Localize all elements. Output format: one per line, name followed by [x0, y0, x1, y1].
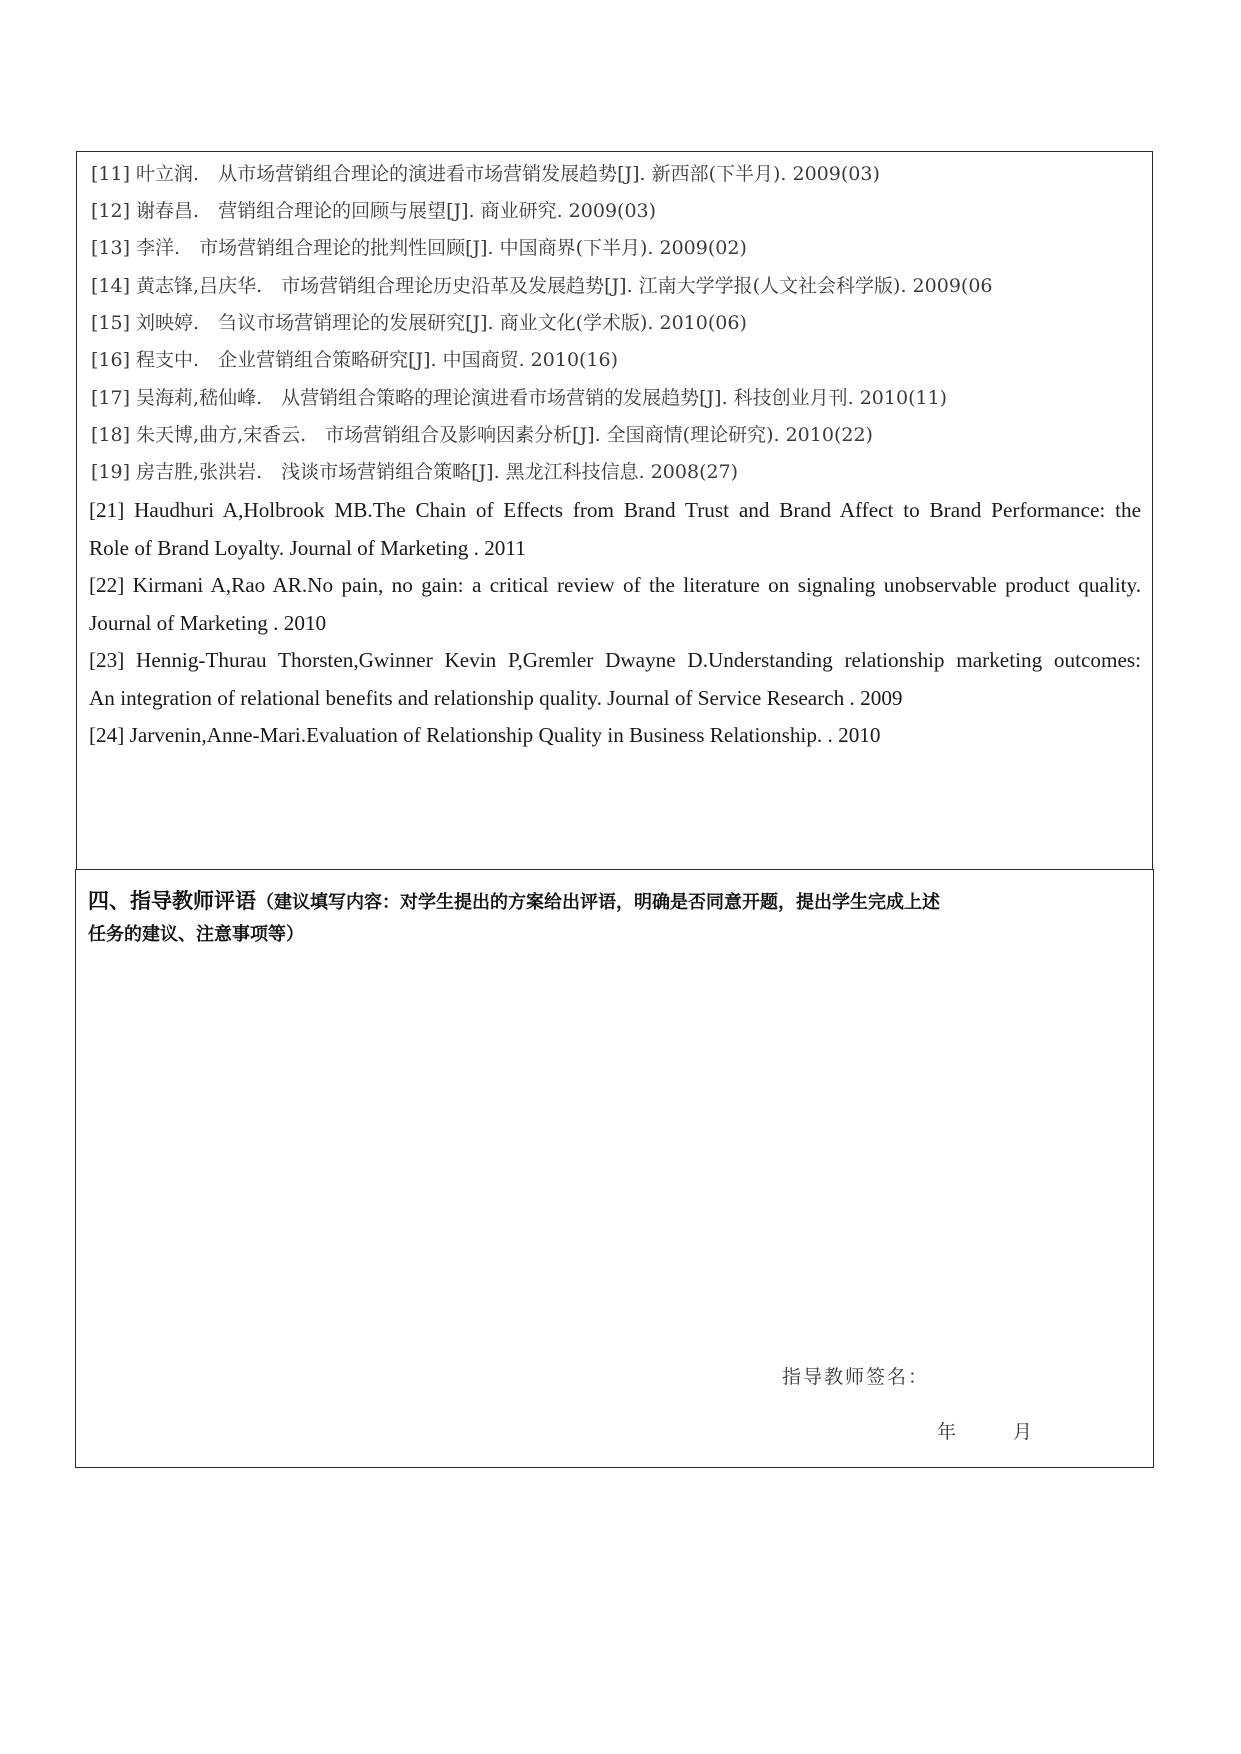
- evaluation-heading: 四、指导教师评语: [88, 889, 256, 913]
- reference-22-line1: [22] Kirmani A,Rao AR.No pain, no gain: a critical review of the literature on signaling unobservable product quality.: [89, 573, 1141, 597]
- reference-22: [89, 566, 1141, 642]
- month-label: 月: [1013, 1421, 1033, 1443]
- signature-label: 指导教师签名：: [782, 1366, 930, 1388]
- evaluation-note-line1: （建议填写内容：对学生提出的方案给出评语，明确是否同意开题，提出学生完成上述: [256, 892, 940, 913]
- reference-21-line1: [21] Haudhuri A,Holbrook MB.The Chain of Effects from Brand Trust and Brand Affect to Brand Performance: the: [89, 498, 1141, 522]
- reference-23-line1: [23] Hennig-Thurau Thorsten,Gwinner Kevin P,Gremler Dwayne D.Understanding relationship marketing outcomes:: [89, 648, 1141, 672]
- reference-24: [89, 716, 1141, 754]
- reference-21-line2: Role of Brand Loyalty. Journal of Marketing . 2011: [89, 536, 526, 560]
- reference-17: [17] 吴海莉,嵇仙峰. 从营销组合策略的理论演进看市场营销的发展趋势[J]. 科技创业月刊. 2010(11): [91, 387, 948, 409]
- reference-12: [12] 谢春昌. 营销组合理论的回顾与展望[J]. 商业研究. 2009(03): [91, 200, 657, 222]
- reference-15: [15] 刘映婷. 刍议市场营销理论的发展研究[J]. 商业文化(学术版). 2010(06): [91, 312, 747, 334]
- reference-13: [13] 李洋. 市场营销组合理论的批判性回顾[J]. 中国商界(下半月). 2009(02): [91, 237, 747, 259]
- reference-24-line1: [24] Jarvenin,Anne-Mari.Evaluation of Relationship Quality in Business Relationship. . 2010: [89, 723, 881, 747]
- year-label: 年: [937, 1421, 957, 1443]
- reference-18: [18] 朱天博,曲方,宋香云. 市场营销组合及影响因素分析[J]. 全国商情(理论研究). 2010(22): [91, 424, 873, 446]
- references-box: [76, 151, 1153, 869]
- reference-19: [19] 房吉胜,张洪岩. 浅谈市场营销组合策略[J]. 黑龙江科技信息. 2008(27): [91, 461, 739, 483]
- evaluation-note-line2: 任务的建议、注意事项等）: [88, 924, 304, 945]
- reference-23-line2: An integration of relational benefits and relationship quality. Journal of Service Research . 2009: [89, 686, 903, 710]
- reference-21: [89, 491, 1141, 567]
- evaluation-title: [88, 884, 1138, 952]
- advisor-evaluation-box: [75, 869, 1154, 1468]
- reference-16: [16] 程支中. 企业营销组合策略研究[J]. 中国商贸. 2010(16): [91, 349, 619, 371]
- reference-14: [14] 黄志锋,吕庆华. 市场营销组合理论历史沿革及发展趋势[J]. 江南大学学报(人文社会科学版). 2009(06: [91, 275, 993, 297]
- reference-23: [89, 641, 1141, 717]
- reference-22-line2: Journal of Marketing . 2010: [89, 611, 327, 635]
- reference-11: [11] 叶立润. 从市场营销组合理论的演进看市场营销发展趋势[J]. 新西部(下半月). 2009(03): [91, 163, 880, 185]
